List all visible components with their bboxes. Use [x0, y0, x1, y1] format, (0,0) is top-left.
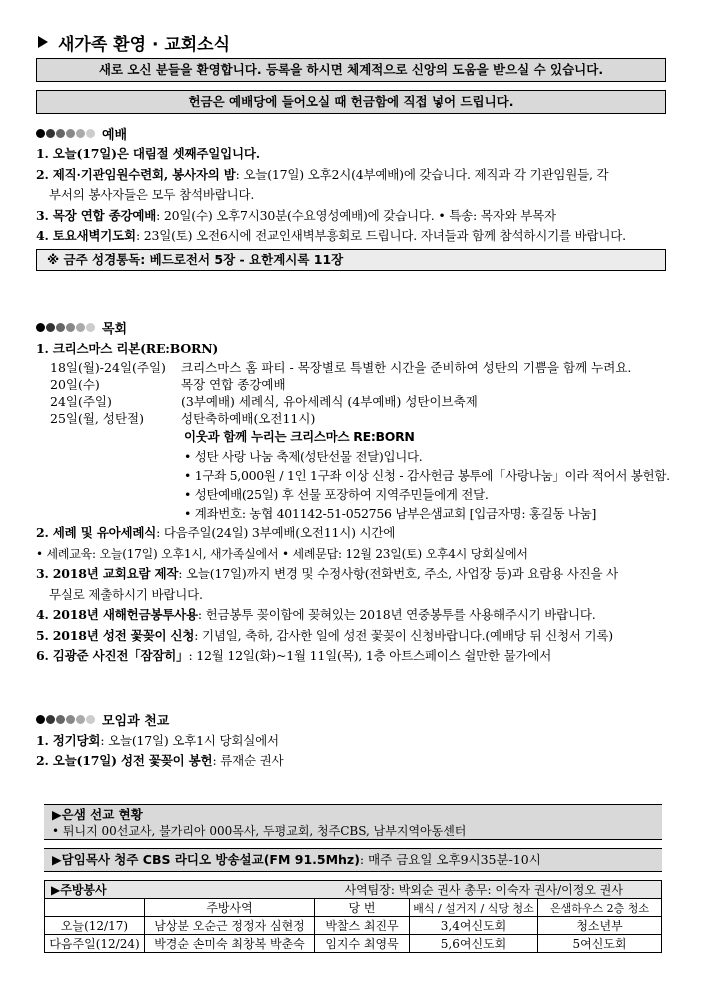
dots-icon	[36, 323, 96, 332]
bottom-info	[44, 804, 662, 953]
table-cell: 5,6여신도회	[410, 935, 538, 953]
table-cell: 5여신도회	[538, 935, 662, 953]
col-header: 당 번	[315, 899, 410, 917]
col-header: 배식 / 설거지 / 식당 청소	[410, 899, 538, 917]
pastoral-item-6-title: 6. 김광준 사진전「잠잠히」	[36, 648, 189, 663]
schedule-date: 18일(월)-24일(주일)	[50, 360, 166, 375]
offering-banner: 헌금은 예배당에 들어오실 때 헌금함에 직접 넣어 드립니다.	[36, 90, 666, 114]
table-row	[45, 917, 662, 935]
schedule-date: 24일(주일)	[50, 394, 112, 409]
share-title: 이웃과 함께 누리는 크리스마스 RE:BORN	[184, 429, 415, 444]
schedule-desc: (3부예배) 세례식, 유아세례식 (4부예배) 성탄이브축제	[181, 394, 478, 409]
col-header: 주방사역	[145, 899, 315, 917]
meeting-heading-label: 모임과 천교	[102, 714, 170, 729]
section-title	[36, 30, 666, 54]
schedule-desc: 크리스마스 홈 파티 - 목장별로 특별한 시간을 준비하여 성탄의 기쁨을 함께 누려요.	[181, 360, 632, 375]
worship-item-2-cont: 부서의 봉사자들은 모두 참석바랍니다.	[49, 187, 255, 202]
kitchen-title: ▶주방봉사	[51, 883, 107, 897]
meeting-item-1-text: : 오늘(17일) 오후1시 당회실에서	[100, 732, 279, 748]
baptism-details: • 세례교육: 오늘(17일) 오후1시, 새가족실에서 • 세례문답: 12월 23일(토) 오후4시 당회실에서	[36, 546, 528, 561]
dots-icon	[36, 129, 96, 138]
radio-title: ▶담임목사 청주 CBS 라디오 방송설교(FM 91.5Mhz)	[52, 852, 360, 867]
pastoral-item-3-cont: 무실로 제출하시기 바랍니다.	[49, 586, 203, 602]
share-bullet: • 1구좌 5,000원 / 1인 1구좌 이상 신청 - 감사헌금 봉투에「사랑나눔」이라 적어서 봉헌함.	[184, 468, 670, 483]
bible-reading-box: ※ 금주 성경통독: 베드로전서 5장 - 요한계시록 11장	[36, 249, 666, 271]
meeting-heading	[36, 711, 666, 729]
schedule-date: 25일(월, 성탄절)	[50, 411, 144, 426]
christmas-schedule	[36, 359, 666, 427]
mission-title: ▶은샘 선교 현황	[52, 807, 143, 822]
meeting-item-1-title: 1. 정기당회	[36, 732, 101, 748]
pastoral-item-5-title: 5. 2018년 성전 꽃꽂이 신청	[36, 627, 195, 643]
table-cell: 박경순 손미숙 최창복 박춘숙	[145, 935, 315, 953]
worship-item-3-title: 3. 목장 연합 종강예배	[36, 207, 157, 223]
table-row	[45, 935, 662, 953]
pastoral-item-3-text: : 오늘(17일)까지 변경 및 수정사항(전화번호, 주소, 사업장 등)과 요람용 사진을 사	[178, 566, 618, 581]
page-title: 새가족 환영 · 교회소식	[58, 34, 231, 55]
pastoral-list	[36, 523, 666, 667]
table-cell: 청소년부	[538, 917, 662, 935]
kitchen-leaders: 사역팀장: 박외순 권사 총무: 이숙자 권사/이정오 권사	[315, 881, 662, 899]
pastoral-item-6-text: : 12월 12일(화)~1월 11일(목), 1층 아트스페이스 쉴만한 물가에서	[188, 648, 552, 663]
worship-heading-label: 예배	[102, 127, 128, 143]
share-bullet: • 계좌번호: 농협 401142-51-052756 남부은샘교회 [입금자명: 홍길동 나눔]	[184, 506, 597, 521]
worship-heading	[36, 124, 666, 142]
worship-item-3-text: : 20일(수) 오후7시30분(수요영성예배)에 갖습니다. • 특송: 목자와 부목자	[156, 207, 556, 223]
table-cell: 3,4여신도회	[410, 917, 538, 935]
schedule-date: 20일(수)	[50, 377, 100, 392]
pastoral-item-3-title: 3. 2018년 교회요람 제작	[36, 566, 179, 581]
welcome-banner: 새로 오신 분들을 환영합니다. 등록을 하시면 체계적으로 신앙의 도움을 받으실 수 있습니다.	[36, 58, 666, 82]
table-cell: 임지수 최영묵	[315, 935, 410, 953]
meeting-list	[36, 731, 666, 772]
worship-list	[36, 144, 666, 247]
worship-item-1: 1. 오늘(17일)은 대림절 셋째주일입니다.	[36, 146, 260, 161]
meeting-item-2-text: : 류재순 권사	[212, 753, 284, 768]
triangle-icon	[38, 36, 48, 48]
worship-item-4-title: 4. 토요새벽기도회	[36, 228, 136, 243]
schedule-desc: 목장 연합 종강예배	[181, 377, 286, 392]
pastoral-item-2-title: 2. 세례 및 유아세례식	[36, 525, 157, 540]
worship-item-2-title: 2. 제직·기관임원수련회, 봉사자의 밤	[36, 166, 236, 182]
share-bullet: • 성탄예배(25일) 후 선물 포장하여 지역주민들에게 전달.	[184, 487, 489, 502]
radio-text: : 매주 금요일 오후9시35분-10시	[359, 852, 541, 867]
news-page	[36, 30, 670, 772]
pastoral-item-4-title: 4. 2018년 새해헌금봉투사용	[36, 607, 198, 622]
dots-icon	[36, 715, 96, 724]
meeting-item-2-title: 2. 오늘(17일) 성전 꽃꽂이 봉헌	[36, 753, 213, 768]
mission-bar	[44, 804, 662, 840]
share-bullet: • 성탄 사랑 나눔 축제(성탄선물 전달)입니다.	[184, 449, 423, 464]
pastoral-item-5-text: : 기념일, 축하, 감사한 일에 성전 꽃꽂이 신청바랍니다.(예배당 뒤 신청서 기록)	[194, 627, 613, 643]
pastoral-heading	[36, 319, 666, 337]
table-cell: 남상분 오순근 정정자 심현정	[145, 917, 315, 935]
col-header: 은샘하우스 2층 청소	[538, 899, 662, 917]
kitchen-table	[44, 880, 662, 953]
radio-bar	[44, 848, 662, 872]
schedule-desc: 성탄축하예배(오전11시)	[181, 411, 316, 426]
pastoral-item-1-title: 1. 크리스마스 리본(RE:BORN)	[36, 340, 219, 356]
worship-item-2-text: : 오늘(17일) 오후2시(4부예배)에 갖습니다. 제직과 각 기관임원들, 각	[235, 166, 609, 182]
table-cell: 박찰스 최진무	[315, 917, 410, 935]
pastoral-item-2-text: : 다음주일(24일) 3부예배(오전11시) 시간에	[156, 525, 396, 540]
mission-text: • 튀니지 00선교사, 불가리아 000목사, 두평교회, 청주CBS, 남부지역아동센터	[52, 824, 467, 838]
pastoral-item-4-text: : 헌금봉투 꽂이함에 꽂혀있는 2018년 연중봉투를 사용해주시기 바랍니다.	[197, 607, 596, 622]
pastoral-heading-label: 목회	[102, 322, 128, 337]
worship-item-4-text: : 23일(토) 오전6시에 전교인새벽부흥회로 드립니다. 자녀들과 함께 참석하시기를 바랍니다.	[135, 228, 626, 243]
table-cell: 다음주일(12/24)	[45, 935, 145, 953]
table-cell: 오늘(12/17)	[45, 917, 145, 935]
